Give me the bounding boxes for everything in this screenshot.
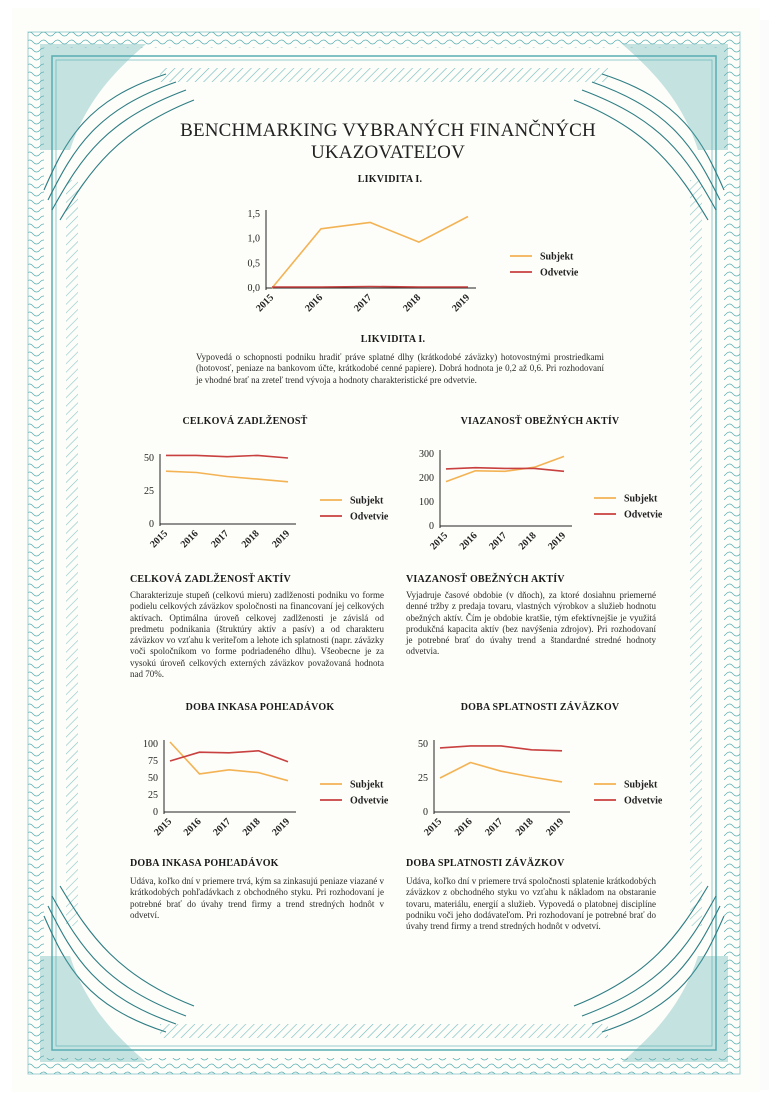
legend-label-subjekt: Subjekt: [540, 251, 574, 263]
y-tick-label: 0,5: [247, 258, 260, 270]
chart-viazanost: [402, 440, 672, 568]
x-tick-label: 2015: [422, 816, 445, 839]
y-tick-label: 200: [419, 473, 434, 484]
x-tick-label: 2017: [352, 292, 375, 315]
chart-title-likvidita: LIKVIDITA I.: [357, 174, 423, 185]
x-tick-label: 2016: [303, 292, 326, 315]
series-line-subjekt: [170, 742, 288, 781]
y-tick-label: 100: [419, 497, 434, 508]
chart-likvidita: [200, 196, 580, 326]
x-tick-label: 2019: [450, 292, 473, 315]
series-line-odvetvie: [166, 455, 288, 458]
x-tick-label: 2018: [239, 528, 262, 551]
section-text-zadlzenost: Charakterizuje stupeň (celkovú mieru) zadlženosti podniku vo forme podielu celkových záväzkov spoločnosti na financovaní jej celkových aktívach. Optimálna úroveň celkovej zadlženosti je závislá od predmetu podnikania (štruktúry aktív a pasív) a od charakteru záväzkov vo vzťahu k veriteľom a lehote ich splatnosti (napr. záväzky voči spoločníkom vo forme podriadeného dlhu). Všeobecne je za vysokú úroveň celkových externých záväzkov považovaná hodnota nad 70%.: [130, 590, 384, 680]
section-heading-zadlzenost: CELKOVÁ ZADLŽENOSŤ AKTÍV: [130, 574, 291, 585]
x-tick-label: 2015: [254, 292, 277, 315]
legend-label-odvetvie: Odvetvie: [624, 795, 663, 807]
x-tick-label: 2015: [148, 528, 171, 551]
y-tick-label: 100: [143, 739, 158, 750]
x-tick-label: 2019: [270, 528, 293, 551]
y-tick-label: 50: [144, 453, 154, 464]
chart-zadlzenost: [128, 440, 388, 568]
series-line-odvetvie: [272, 287, 468, 288]
page-title: BENCHMARKING VYBRANÝCH FINANČNÝCH UKAZOVATEĽOV: [180, 120, 596, 163]
legend-label-subjekt: Subjekt: [350, 779, 384, 791]
x-tick-label: 2018: [401, 292, 424, 315]
section-text-viazanost: Vyjadruje časové obdobie (v dňoch), za ktoré dosiahnu priemerné denné tržby z predaja tovaru, vlastných výrobkov a služieb hodnotu obežných aktív. Čím je obdobie kratšie, tým efektívnejšie je využitá produkčná kapacita aktív (bez navýšenia zdrojov). Pri rozhodovaní je potrebné brať do úvahy trend a štandardné stredné hodnoty odvetvia.: [406, 590, 656, 657]
x-tick-label: 2017: [211, 816, 234, 839]
section-text-splatnost: Udáva, koľko dní v priemere trvá spoločnosti splatenie krátkodobých záväzkov z obchodného styku vo vzťahu k nákladom na obstaranie tovaru, materiálu, energií a služieb. Vypovedá o platobnej disciplíne podniku voči jeho dodávateľom. Pri rozhodovaní je potrebné brať do úvahy trend firmy a trend stredných hodnôt v odvetví.: [406, 876, 656, 932]
section-text-likvidita: Vypovedá o schopnosti podniku hradiť práve splatné dlhy (krátkodobé záväzky) hotovostnými prostriedkami (hotovosť, peniaze na bankovom účte, krátkodobé cenné papiere). Dobrá hodnota je 0,2 až 0,6. Pri rozhodovaní je vhodné brať na zreteľ trend vývoja a hodnoty charakteristické pre odvetvie.: [196, 352, 604, 385]
legend-label-subjekt: Subjekt: [350, 495, 384, 507]
y-tick-label: 0: [153, 807, 158, 818]
x-tick-label: 2019: [270, 816, 293, 839]
legend-label-odvetvie: Odvetvie: [350, 511, 389, 523]
chart-title-viazanost: VIAZANOSŤ OBEŽNÝCH AKTÍV: [460, 416, 620, 427]
series-line-odvetvie: [440, 746, 562, 751]
y-tick-label: 1,5: [247, 209, 260, 220]
x-tick-label: 2015: [428, 530, 451, 553]
x-tick-label: 2019: [544, 816, 567, 839]
series-line-subjekt: [440, 763, 562, 782]
legend-label-odvetvie: Odvetvie: [350, 795, 389, 807]
x-tick-label: 2018: [513, 816, 536, 839]
section-text-inkaso: Udáva, koľko dní v priemere trvá, kým sa zinkasujú peniaze viazané v krátkodobých pohľadávkach z obchodného styku. Pri rozhodovaní je potrebné brať do úvahy trend firmy a trend stredných hodnôt v odvetví.: [130, 876, 384, 920]
chart-title-splatnost: DOBA SPLATNOSTI ZÁVÄZKOV: [460, 702, 620, 713]
series-line-subjekt: [166, 471, 288, 482]
x-tick-label: 2017: [483, 816, 506, 839]
x-tick-label: 2019: [546, 530, 569, 553]
y-tick-label: 0: [149, 519, 154, 530]
x-tick-label: 2018: [240, 816, 263, 839]
y-tick-label: 25: [148, 790, 158, 801]
x-tick-label: 2018: [516, 530, 539, 553]
chart-title-inkaso: DOBA INKASA POHĽADÁVOK: [185, 702, 335, 713]
series-line-subjekt: [272, 217, 468, 289]
y-tick-label: 25: [418, 773, 428, 784]
chart-splatnost: [402, 726, 672, 854]
x-tick-label: 2016: [178, 528, 201, 551]
y-tick-label: 50: [418, 739, 428, 750]
legend-label-odvetvie: Odvetvie: [624, 509, 663, 521]
x-tick-label: 2016: [457, 530, 480, 553]
legend-label-odvetvie: Odvetvie: [540, 267, 579, 279]
y-tick-label: 25: [144, 486, 154, 497]
y-tick-label: 75: [148, 756, 158, 767]
y-tick-label: 1,0: [247, 233, 260, 245]
section-heading-viazanost: VIAZANOSŤ OBEŽNÝCH AKTÍV: [406, 574, 565, 585]
y-tick-label: 0: [429, 521, 434, 532]
y-tick-label: 300: [419, 449, 434, 460]
legend-label-subjekt: Subjekt: [624, 493, 658, 505]
x-tick-label: 2017: [209, 528, 232, 551]
y-tick-label: 0,0: [247, 283, 260, 294]
x-tick-label: 2015: [152, 816, 175, 839]
chart-title-zadlzenost: CELKOVÁ ZADLŽENOSŤ: [182, 416, 308, 427]
legend-label-subjekt: Subjekt: [624, 779, 658, 791]
x-tick-label: 2016: [452, 816, 475, 839]
section-heading-splatnost: DOBA SPLATNOSTI ZÁVÄZKOV: [406, 858, 565, 869]
y-tick-label: 0: [423, 807, 428, 818]
section-heading-inkaso: DOBA INKASA POHĽADÁVOK: [130, 858, 279, 869]
x-tick-label: 2016: [181, 816, 204, 839]
chart-inkaso: [128, 726, 388, 854]
y-tick-label: 50: [148, 773, 158, 784]
x-tick-label: 2017: [487, 530, 510, 553]
section-heading-likvidita: LIKVIDITA I.: [360, 334, 426, 345]
